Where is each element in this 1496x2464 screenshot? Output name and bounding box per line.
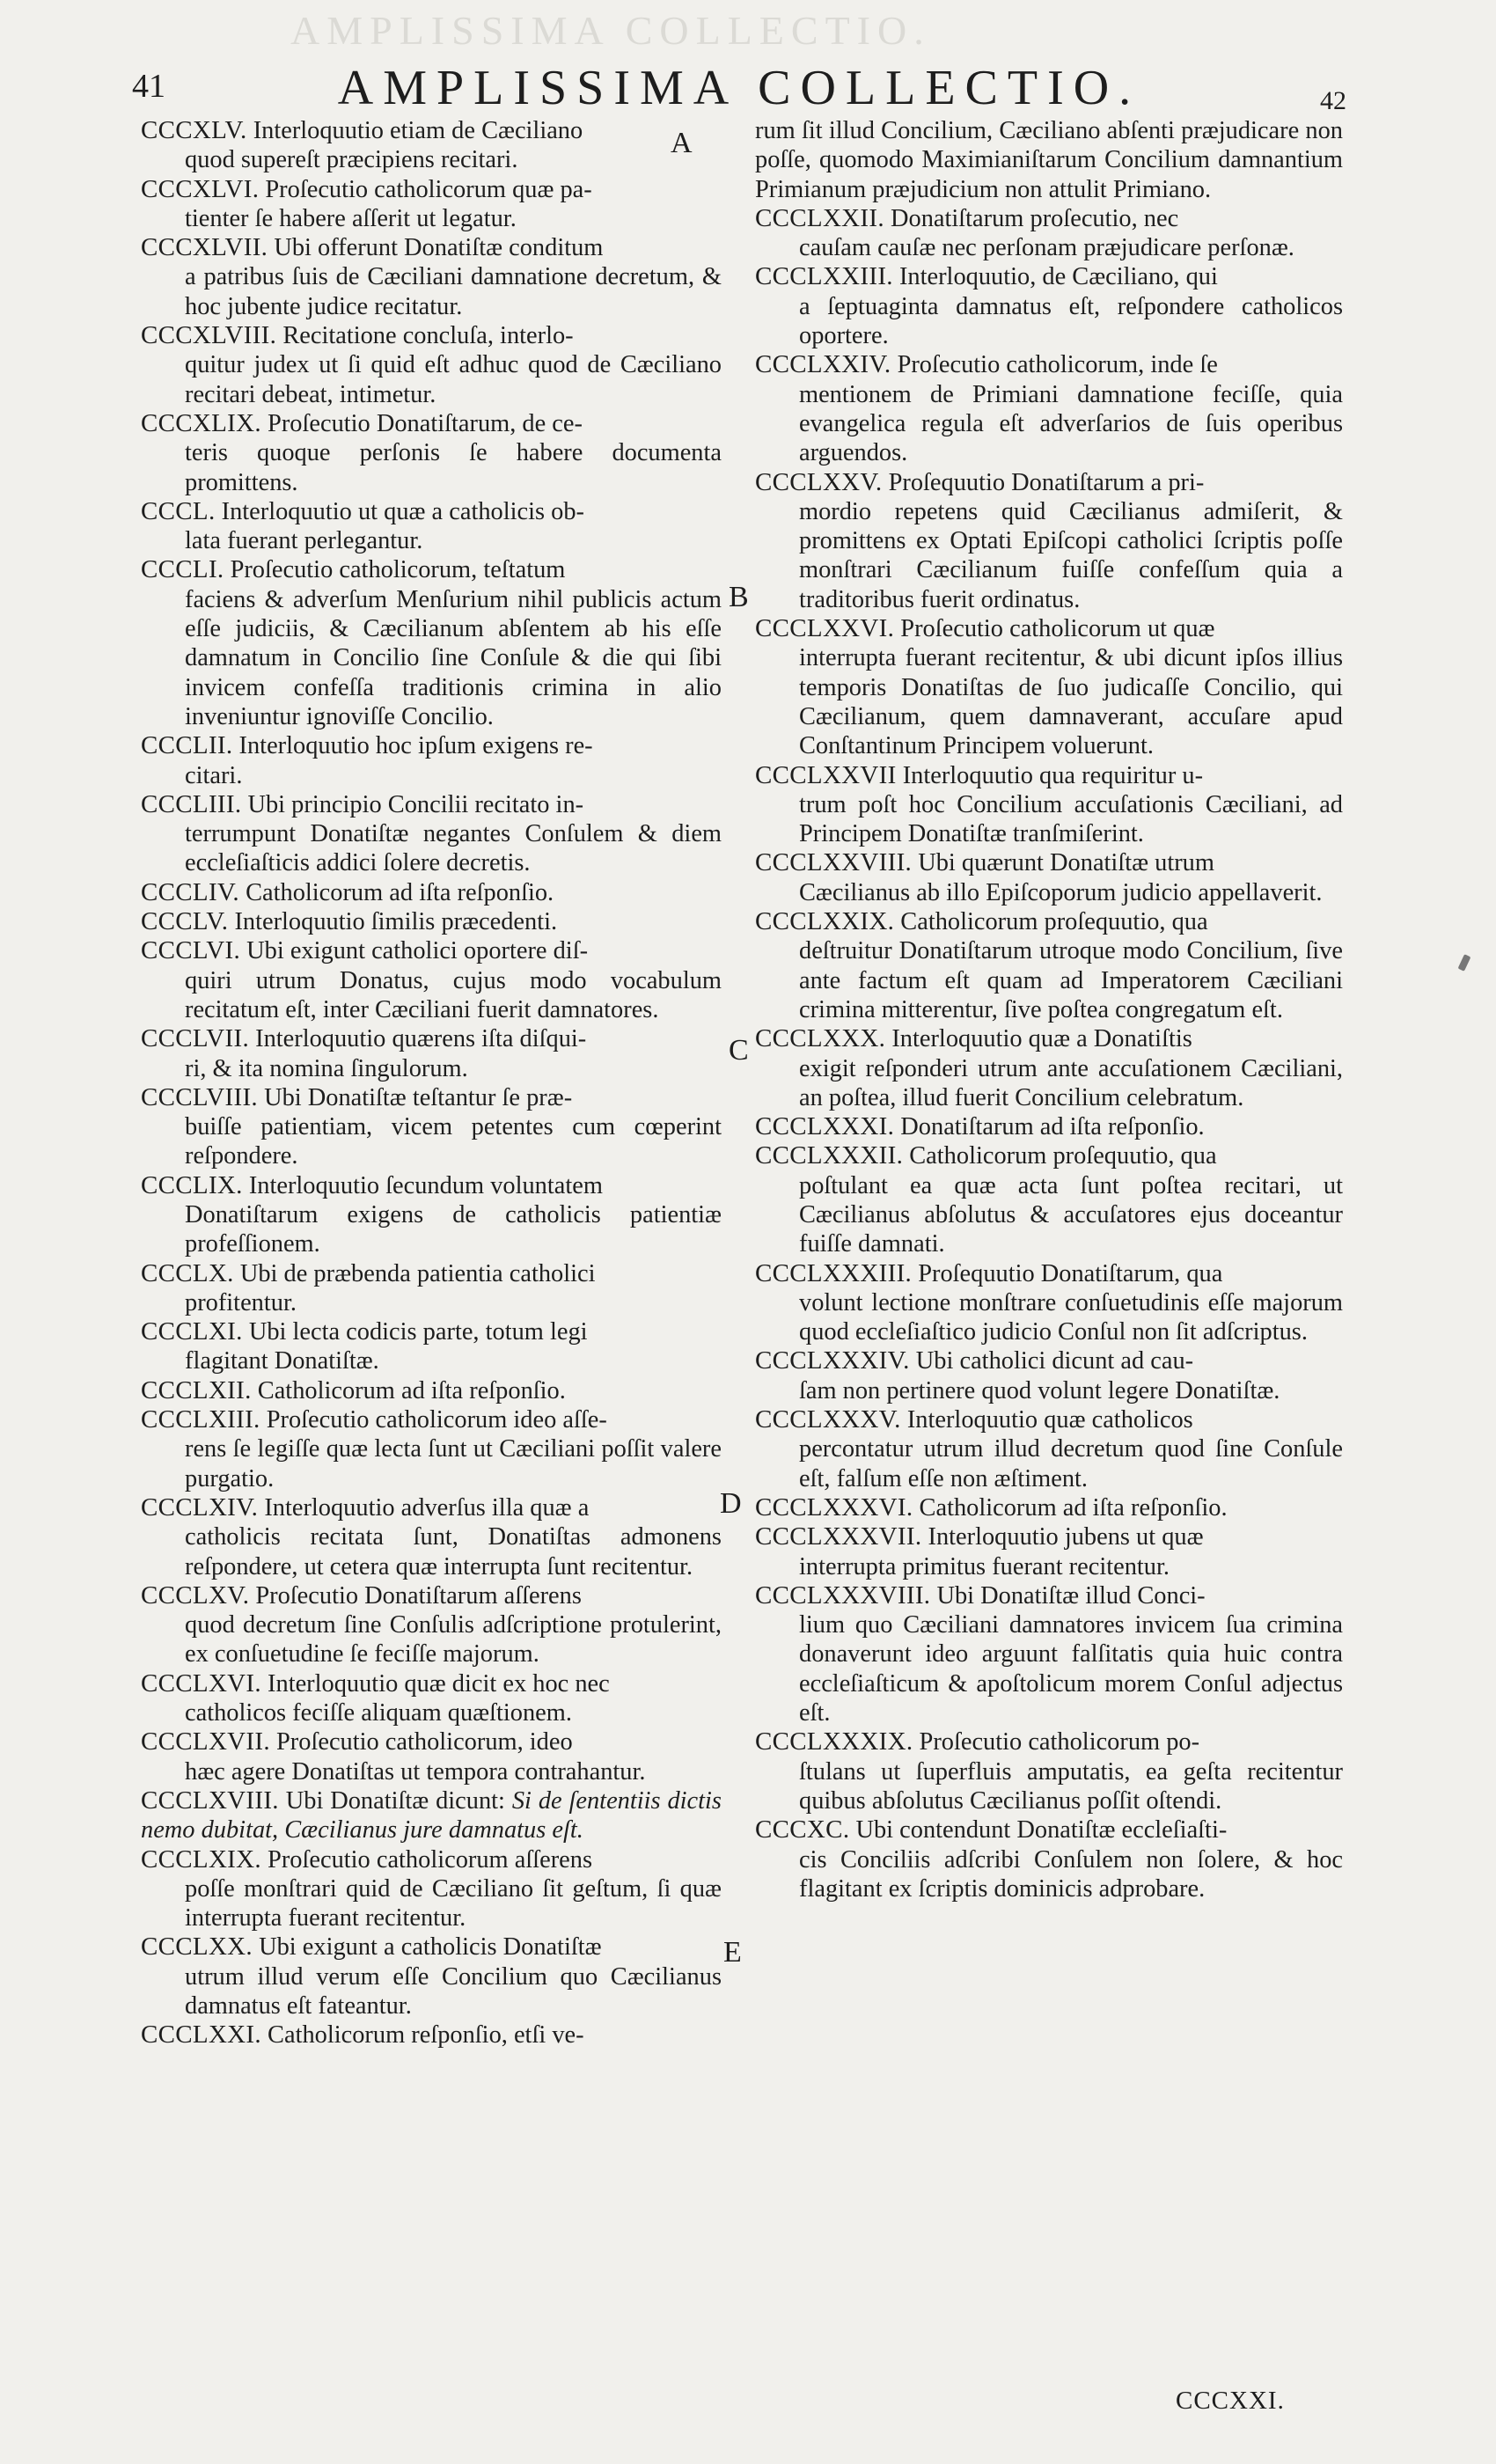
entry-text: Ubi lecta codicis parte, totum legi <box>248 1318 588 1346</box>
entry-text: Proſequutio Donatiſtarum a pri- <box>888 468 1205 496</box>
entry-number: CCCLXXXIII. <box>755 1258 913 1287</box>
index-entry <box>141 1317 722 1376</box>
entry-continuation: flagitant Donatiſtæ. <box>185 1347 379 1375</box>
entry-text: Proſecutio Donatiſtarum aſſerens <box>255 1581 582 1610</box>
entry-number: CCCLXXXIX. <box>755 1727 913 1756</box>
index-entry <box>141 1493 722 1581</box>
entry-number: CCCLXI. <box>141 1317 243 1346</box>
entry-continuation: terrumpunt Donatiſtæ negantes Conſulem & diem eccleſiaſticis addici ſolere decretis. <box>185 820 722 877</box>
running-title: AMPLISSIMA COLLECTIO. <box>337 61 1141 115</box>
index-entry <box>141 1024 722 1083</box>
entry-number: CCCLI. <box>141 555 224 584</box>
entry-number: CCCLXXXVI. <box>755 1492 913 1522</box>
index-entry <box>141 175 722 234</box>
entry-text: Interloquutio ſecundum voluntatem <box>248 1171 603 1199</box>
index-entry <box>141 233 722 321</box>
entry-text: Ubi exigunt a catholicis Donatiſtæ <box>259 1933 602 1962</box>
index-entry <box>141 1259 722 1318</box>
index-entry <box>755 1259 1343 1347</box>
entry-number: CCCLXII. <box>141 1375 252 1404</box>
index-entry <box>755 1346 1343 1405</box>
entry-text: Donatiſtarum ad iſta reſponſio. <box>900 1113 1205 1141</box>
index-entry <box>141 1171 722 1259</box>
entry-number: CCCXLV. <box>141 116 247 144</box>
entry-text: Catholicorum proſequutio, qua <box>909 1142 1217 1170</box>
margin-letter-d: D <box>720 1487 742 1520</box>
entry-continuation: cauſam cauſæ nec perſonam præjudicare perſonæ. <box>799 234 1294 262</box>
index-entry <box>755 1141 1343 1258</box>
entry-number: CCCLXXIX. <box>755 907 895 936</box>
entry-continuation: ſtulans ut ſuperfluis amputatis, ea geſta recitentur quibus abſolutus Cæcilianus poſſit oſtendi. <box>799 1757 1343 1815</box>
entry-number: CCCXC. <box>755 1815 850 1844</box>
index-entry <box>755 1112 1343 1141</box>
entry-continuation: hæc agere Donatiſtas ut tempora contrahantur. <box>185 1757 646 1786</box>
entry-continuation: a patribus ſuis de Cæciliani damnatione decretum, & hoc jubente judice recitatur. <box>185 263 722 320</box>
entry-number: CCCLXXVIII. <box>755 848 913 877</box>
entry-number: CCCLXXV. <box>755 467 883 496</box>
entry-continuation: quitur judex ut ſi quid eſt adhuc quod de Cæciliano recitari debeat, intimetur. <box>185 351 722 408</box>
entry-text: Interloquutio ſimilis præcedenti. <box>234 908 558 936</box>
bleed-through-title: AMPLISSIMA COLLECTIO. <box>290 8 931 53</box>
entry-number: CCCLXIV. <box>141 1492 259 1522</box>
entry-text: Interloquutio quæ dicit ex hoc nec <box>268 1669 610 1698</box>
index-entry <box>141 1669 722 1728</box>
entry-text: Ubi Donatiſtæ dicunt: <box>285 1786 505 1815</box>
entry-continuation: utrum illud verum eſſe Concilium quo Cæcilianus damnatus eſt fateantur. <box>185 1962 722 2020</box>
entry-quote: Si de ſententiis dictis nemo dubitat, Cæcilianus jure damnatus eſt. <box>141 1786 722 1844</box>
entry-number: CCCLXXVI. <box>755 614 895 643</box>
entry-text: Ubi principio Concilii recitato in- <box>247 790 584 818</box>
entry-text: Interloquutio jubens ut quæ <box>928 1523 1204 1551</box>
index-entry <box>755 116 1343 204</box>
entry-text: Proſecutio catholicorum po- <box>919 1728 1200 1756</box>
index-entry <box>755 350 1343 467</box>
entry-number: CCCLXVII. <box>141 1727 270 1756</box>
margin-letter-e: E <box>723 1936 742 1969</box>
entry-number: CCCLXIX. <box>141 1844 261 1874</box>
ink-speck <box>1458 954 1471 972</box>
entry-number: CCCXLVI. <box>141 174 260 203</box>
margin-letter-a: A <box>671 127 693 159</box>
index-entry <box>755 1581 1343 1727</box>
entry-number: CCCLII. <box>141 731 233 760</box>
entry-text: Donatiſtarum proſecutio, nec <box>891 204 1179 232</box>
left-column <box>141 116 722 2050</box>
entry-number: CCCLXXXV. <box>755 1405 901 1434</box>
entry-continuation: catholicos feciſſe aliquam quæſtionem. <box>185 1699 572 1727</box>
index-entry <box>755 614 1343 760</box>
index-entry <box>141 907 722 936</box>
entry-number: CCCLVIII. <box>141 1082 258 1111</box>
entry-text: Ubi offerunt Donatiſtæ conditum <box>274 234 604 262</box>
entry-text: Proſecutio catholicorum ideo aſſe- <box>266 1406 607 1434</box>
entry-number: CCCLXX. <box>141 1932 253 1962</box>
entry-text: rum ſit illud Concilium, Cæciliano abſenti præjudicare non poſſe, quomodo Maximianiſtarum Concilium damnantium Primianum præjudicium non attulit Primiano. <box>755 117 1343 203</box>
index-entry <box>141 936 722 1024</box>
index-entry <box>141 409 722 497</box>
entry-text: Catholicorum ad iſta reſponſio. <box>246 878 554 906</box>
entry-continuation: interrupta fuerant recitentur, & ubi dicunt ipſos illius temporis Donatiſtas de ſuo judicaſſe Concilio, qui Cæcilianum, quem damnaverant, accuſare apud Conſtantinum Principem voluerunt. <box>799 644 1343 760</box>
index-entry <box>141 1932 722 2020</box>
entry-continuation: interrupta primitus fuerant recitentur. <box>799 1552 1170 1580</box>
entry-text: Catholicorum proſequutio, qua <box>900 908 1208 936</box>
margin-letter-b: B <box>729 581 749 613</box>
entry-number: CCCLXXXII. <box>755 1141 904 1170</box>
entry-continuation: exigit reſponderi utrum ante accuſationem Cæciliani, an poſtea, illud fuerit Concilium celebratum. <box>799 1054 1343 1111</box>
entry-text: Proſequutio Donatiſtarum, qua <box>918 1259 1223 1287</box>
page-number-left: 41 <box>132 68 165 105</box>
entry-continuation: volunt lectione monſtrare conſuetudinis eſſe majorum quod eccleſiaſtico judicio Conſul non ſit adſcriptus. <box>799 1288 1343 1346</box>
entry-continuation: Donatiſtarum exigens de catholicis patientiæ profeſſionem. <box>185 1200 722 1258</box>
index-entry <box>141 731 722 790</box>
entry-text: Ubi catholici dicunt ad cau- <box>915 1347 1194 1375</box>
index-entry <box>755 1493 1343 1522</box>
entry-number: CCCLXXXVIII. <box>755 1580 931 1610</box>
entry-text: Interloquutio, de Cæciliano, qui <box>898 263 1218 291</box>
entry-continuation: catholicis recitata ſunt, Donatiſtas admonens reſpondere, ut cetera quæ interrupta ſunt recitentur. <box>185 1523 722 1580</box>
entry-text: Interloquutio ut quæ a catholicis ob- <box>221 497 584 525</box>
entry-number: CCCXLVII. <box>141 233 268 262</box>
index-entry <box>141 497 722 556</box>
entry-text: Catholicorum reſponſio, etſi ve- <box>268 2021 584 2050</box>
entry-text: Catholicorum ad iſta reſponſio. <box>919 1493 1228 1522</box>
entry-text: Interloquutio etiam de Cæciliano <box>253 117 583 144</box>
index-entry <box>755 1727 1343 1815</box>
index-entry <box>141 790 722 878</box>
index-entry <box>755 204 1343 263</box>
entry-text: Ubi exigunt catholici oportere diſ- <box>246 937 589 965</box>
catchword: CCCXXI. <box>1176 2387 1285 2415</box>
index-entry <box>755 848 1343 907</box>
entry-text: Interloquutio quærens iſta diſqui- <box>255 1025 587 1053</box>
entry-number: CCCLVI. <box>141 936 241 965</box>
entry-number: CCCLXVI. <box>141 1668 261 1698</box>
entry-continuation: quod supereſt præcipiens recitari. <box>185 146 518 174</box>
entry-text: Proſecutio catholicorum aſſerens <box>268 1845 593 1874</box>
entry-number: CCCLXXXIV. <box>755 1346 910 1375</box>
entry-text: Interloquutio hoc ipſum exigens re- <box>238 732 593 760</box>
index-entry <box>141 1581 722 1669</box>
entry-continuation: percontatur utrum illud decretum quod ſine Conſule eſt, falſum eſſe non æſtiment. <box>799 1435 1343 1492</box>
entry-number: CCCLV. <box>141 907 229 936</box>
index-entry <box>141 555 722 731</box>
entry-number: CCCLXXXI. <box>755 1112 895 1141</box>
entry-continuation: poſſe monſtrari quid de Cæciliano ſit geſtum, ſi quæ interrupta fuerant recitentur. <box>185 1874 722 1932</box>
index-entry <box>141 1845 722 1933</box>
entry-number: CCCLXV. <box>141 1580 250 1610</box>
entry-continuation: cis Conciliis adſcribi Conſulem non ſolere, & hoc flagitant ex ſcriptis dominicis adprobare. <box>799 1845 1343 1903</box>
entry-number: CCCXLVIII. <box>141 321 277 350</box>
entry-number: CCCLXXI. <box>141 2020 261 2050</box>
entry-continuation: citari. <box>185 761 243 789</box>
entry-text: Proſecutio catholicorum, ideo <box>276 1728 573 1756</box>
index-entry <box>755 1815 1343 1903</box>
entry-text: Catholicorum ad iſta reſponſio. <box>257 1376 566 1404</box>
entry-number: CCCLVII. <box>141 1024 249 1053</box>
entry-continuation: mentionem de Primiani damnatione feciſſe, quia evangelica regula eſt adverſarios de ſuis operibus arguendos. <box>799 380 1343 467</box>
entry-text: Proſecutio catholicorum, inde ſe <box>897 351 1218 379</box>
entry-number: CCCLXIII. <box>141 1405 260 1434</box>
entry-continuation: buiſſe patientiam, vicem petentes cum cœperint reſpondere. <box>185 1113 722 1170</box>
index-entry <box>755 1024 1343 1112</box>
entry-continuation: profitentur. <box>185 1288 297 1316</box>
entry-continuation: lium quo Cæciliani damnatores invicem ſua crimina donaverunt ideo arguunt falſitatis quia huic contra eccleſiaſticum & apoſtolicum morem Conſul adjectus eſt. <box>799 1611 1343 1727</box>
index-entry <box>141 878 722 907</box>
entry-continuation: lata fuerant perlegantur. <box>185 527 423 555</box>
entry-number: CCCLXXIV. <box>755 350 891 379</box>
entry-continuation: ſam non pertinere quod volunt legere Donatiſtæ. <box>799 1376 1280 1404</box>
entry-number: CCCLXXXVII. <box>755 1522 922 1551</box>
index-entry <box>141 116 722 175</box>
entry-number: CCCXLIX. <box>141 408 261 437</box>
index-entry <box>141 1405 722 1493</box>
entry-text: Recitatione concluſa, interlo- <box>282 322 574 350</box>
entry-text: Interloquutio qua requiritur u- <box>902 761 1204 789</box>
entry-continuation: quod decretum ſine Conſulis adſcriptione protulerint, ex conſuetudine ſe feciſſe majorum. <box>185 1611 722 1668</box>
entry-number: CCCLXVIII. <box>141 1786 279 1815</box>
entry-continuation: quiri utrum Donatus, cujus modo vocabulum recitatum eſt, inter Cæciliani fuerit damnatores. <box>185 966 722 1023</box>
margin-letter-c: C <box>729 1034 749 1067</box>
index-entry <box>755 468 1343 614</box>
index-entry <box>755 262 1343 350</box>
index-entry <box>755 1405 1343 1493</box>
entry-text: Interloquutio quæ a Donatiſtis <box>891 1025 1192 1053</box>
entry-continuation: poſtulant ea quæ acta ſunt poſtea recitari, ut Cæcilianus abſolutus & accuſatores ejus doceantur fuiſſe damnati. <box>799 1171 1343 1258</box>
index-entry <box>755 907 1343 1024</box>
entry-continuation: a ſeptuaginta damnatus eſt, reſpondere catholicos oportere. <box>799 292 1343 350</box>
entry-number: CCCLIII. <box>141 789 242 818</box>
index-entry <box>141 1376 722 1405</box>
entry-text: Proſecutio catholicorum ut quæ <box>900 615 1215 643</box>
entry-number: CCCLIV. <box>141 877 239 906</box>
index-entry <box>141 2020 722 2050</box>
entry-number: CCCLXXIII. <box>755 262 893 291</box>
entry-text: Interloquutio quæ catholicos <box>906 1406 1193 1434</box>
entry-continuation: rens ſe legiſſe quæ lecta ſunt ut Cæciliani poſſit valere purgatio. <box>185 1435 722 1492</box>
index-entry <box>141 321 722 409</box>
index-entry <box>141 1786 722 1845</box>
entry-number: CCCL. <box>141 496 216 525</box>
index-entry <box>141 1727 722 1786</box>
entry-text: Ubi Donatiſtæ illud Conci- <box>936 1581 1206 1610</box>
index-entry <box>755 1522 1343 1581</box>
page-header <box>132 60 1346 121</box>
entry-text: Proſecutio Donatiſtarum, de ce- <box>268 409 583 437</box>
index-entry <box>141 1083 722 1171</box>
entry-continuation: deſtruitur Donatiſtarum utroque modo Concilium, ſive ante factum eſt quam ad Imperatorem Cæciliani crimina mitterentur, ſive poſtea congregatum eſt. <box>799 937 1343 1023</box>
entry-text: Ubi contendunt Donatiſtæ eccleſiaſti- <box>855 1816 1228 1844</box>
entry-text: Ubi de præbenda patientia catholici <box>239 1259 596 1287</box>
entry-number: CCCLXXVII <box>755 760 897 789</box>
entry-text: Ubi Donatiſtæ teſtantur ſe præ- <box>264 1083 573 1111</box>
entry-number: CCCLX. <box>141 1258 234 1287</box>
entry-text: Interloquutio adverſus illa quæ a <box>264 1493 590 1522</box>
entry-continuation: faciens & adverſum Menſurium nihil publicis actum eſſe judiciis, & Cæcilianum abſentem ab his eſſe damnatum in Concilio ſine Conſule & die qui ſibi invicem confeſſa traditionis crimina in alio inveniuntur ignoviſſe Concilio. <box>185 585 722 730</box>
entry-number: CCCLIX. <box>141 1170 243 1199</box>
entry-continuation: mordio repetens quid Cæcilianus admiſerit, & promittens ex Optati Epiſcopi catholici ſcriptis poſſe monſtrari Cæcilianum fuiſſe confeſſum quia a traditoribus fuerit ordinatus. <box>799 497 1343 613</box>
entry-continuation: Cæcilianus ab illo Epiſcoporum judicio appellaverit. <box>799 878 1323 906</box>
entry-continuation: teris quoque perſonis ſe habere documenta promittens. <box>185 439 722 496</box>
entry-continuation: ri, & ita nomina ſingulorum. <box>185 1054 468 1082</box>
entry-continuation: trum poſt hoc Concilium accuſationis Cæciliani, ad Principem Donatiſtæ tranſmiſerint. <box>799 790 1343 848</box>
page-number-right: 42 <box>1320 86 1346 115</box>
right-column <box>755 116 1343 1903</box>
entry-number: CCCLXXX. <box>755 1024 886 1053</box>
entry-continuation: tienter ſe habere aſſerit ut legatur. <box>185 204 517 232</box>
entry-number: CCCLXXII. <box>755 203 884 232</box>
entry-text: Proſecutio catholicorum, teſtatum <box>230 556 566 584</box>
entry-text: Ubi quærunt Donatiſtæ utrum <box>918 849 1214 877</box>
index-entry <box>755 761 1343 849</box>
entry-text: Proſecutio catholicorum quæ pa- <box>265 175 592 203</box>
